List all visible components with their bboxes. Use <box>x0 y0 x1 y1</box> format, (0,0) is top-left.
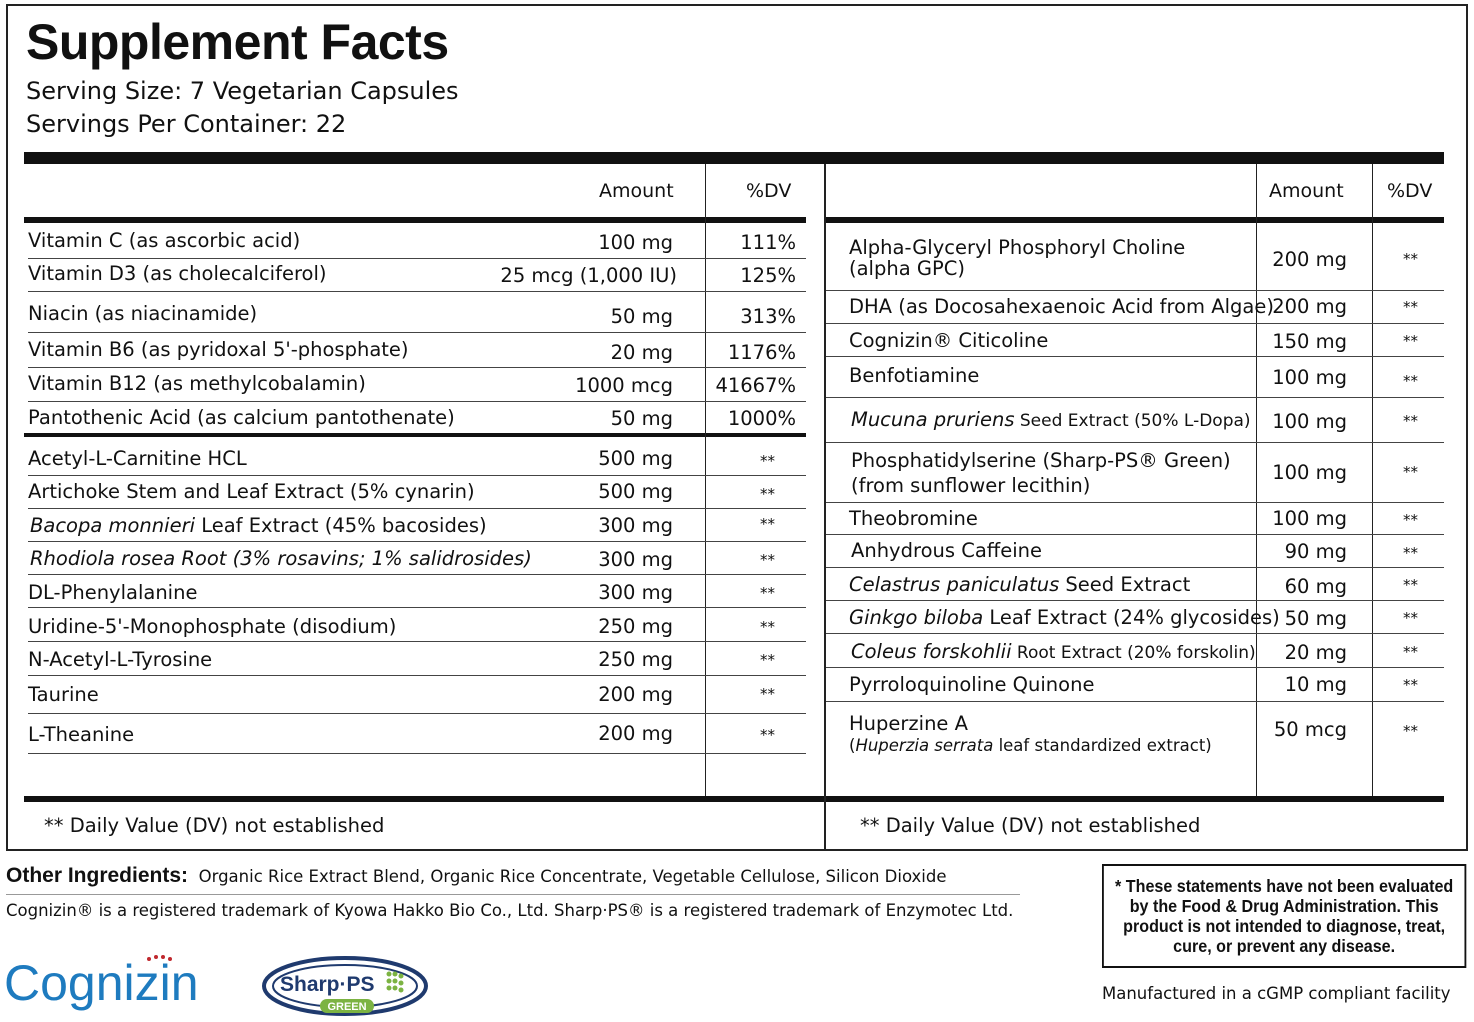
cognizin-logo-text: Cognizin <box>4 955 199 1011</box>
panel-title: Supplement Facts <box>26 14 449 70</box>
ingredient-dv: ** <box>1403 643 1418 661</box>
row-rule <box>826 290 1444 291</box>
ingredient-amount: 50 mg <box>1284 607 1347 630</box>
ingredient-dv: ** <box>760 551 775 569</box>
nutrient-amount: 1000 mcg <box>575 374 673 397</box>
ingredient-amount: 100 mg <box>1272 461 1347 484</box>
left-footnote: ** Daily Value (DV) not established <box>44 814 385 837</box>
ingredient-dv: ** <box>1403 463 1418 481</box>
ingredient-amount: 300 mg <box>598 581 673 604</box>
nutrient-amount: 20 mg <box>610 341 673 364</box>
sharp-ps-green-text: GREEN <box>327 1001 367 1013</box>
ingredient-dv: ** <box>760 618 775 636</box>
row-rule <box>28 291 806 292</box>
row-rule <box>28 574 806 575</box>
serving-size: Serving Size: 7 Vegetarian Capsules <box>26 77 459 105</box>
ingredient-name-rest: Leaf Extract (24% glycosides) <box>983 606 1280 629</box>
ingredient-amount: 250 mg <box>598 648 673 671</box>
nutrient-dv: 1000% <box>727 407 796 430</box>
right-dv-header: %DV <box>1387 180 1433 202</box>
ingredient-dv: ** <box>1403 372 1418 390</box>
ingredient-amount: 200 mg <box>1272 248 1347 271</box>
ingredient-name-italic: Ginkgo biloba <box>849 606 984 629</box>
ingredient-name: Taurine <box>28 683 99 706</box>
ingredient-amount: 250 mg <box>598 615 673 638</box>
ingredient-name: Pyrroloquinoline Quinone <box>849 673 1095 696</box>
ingredient-name: Theobromine <box>849 507 978 530</box>
ingredient-name: Huperzine A <box>849 712 968 735</box>
ingredient-amount: 10 mg <box>1284 673 1347 696</box>
ingredient-dv: ** <box>760 651 775 669</box>
nutrient-amount: 25 mcg (1,000 IU) <box>500 264 677 287</box>
row-rule <box>826 323 1444 324</box>
center-divider <box>824 164 826 850</box>
ingredient-name <box>851 408 1251 433</box>
row-rule <box>826 600 1444 601</box>
ingredient-name: N-Acetyl-L-Tyrosine <box>28 648 213 671</box>
ingredient-amount: 60 mg <box>1284 575 1347 598</box>
nutrient-name: Vitamin B6 (as pyridoxal 5'-phosphate) <box>28 338 409 361</box>
left-dv-header: %DV <box>746 180 792 202</box>
nutrient-amount: 50 mg <box>610 407 673 430</box>
nutrient-dv: 1176% <box>727 341 796 364</box>
ingredient-name: L-Theanine <box>28 723 135 746</box>
servings-per-container: Servings Per Container: 22 <box>26 110 347 138</box>
row-rule <box>28 401 806 402</box>
row-rule <box>826 534 1444 535</box>
nutrient-dv: 111% <box>740 231 796 254</box>
vitamin-divider-rule <box>24 433 806 437</box>
ingredient-name-rest: Seed Extract (50% L-Dopa) <box>1014 411 1251 431</box>
left-amount-header: Amount <box>599 180 674 202</box>
ingredient-name-line2 <box>849 734 1212 758</box>
ingredient-dv: ** <box>760 515 775 533</box>
nutrient-name: Niacin (as niacinamide) <box>28 302 258 325</box>
ingredient-amount: 300 mg <box>598 548 673 571</box>
ingredient-name <box>849 573 1190 597</box>
ingredient-name-rest: Seed Extract <box>1059 573 1191 596</box>
ingredient-name: Anhydrous Caffeine <box>851 539 1042 562</box>
ingredient-name-rest: Root Extract (20% forskolin) <box>1011 643 1256 663</box>
manufactured-statement: Manufactured in a cGMP compliant facility <box>1102 984 1451 1003</box>
other-ingredients-label: Other Ingredients: <box>6 864 189 887</box>
row-rule <box>28 508 806 509</box>
row-rule <box>28 607 806 608</box>
row-rule <box>826 633 1444 634</box>
ingredient-name-italic: Celastrus paniculatus <box>849 573 1060 596</box>
ingredient-dv: ** <box>1403 332 1418 350</box>
right-footnote: ** Daily Value (DV) not established <box>860 814 1201 837</box>
ingredient-amount: 100 mg <box>1272 366 1347 389</box>
row-rule <box>28 675 806 676</box>
ingredient-name: Cognizin® Citicoline <box>849 329 1049 352</box>
other-ingredients-rule <box>6 894 1020 895</box>
nutrient-amount: 100 mg <box>598 231 673 254</box>
right-header-rule <box>826 217 1444 223</box>
fda-disclaimer-box: * These statements have not been evaluated by the Food & Drug Administration. This product is not intended to diagnose, treat, cure, or prevent any disease. <box>1102 864 1466 968</box>
ingredient-name: Artichoke Stem and Leaf Extract (5% cynarin) <box>28 480 475 503</box>
ingredient-name: Acetyl-L-Carnitine HCL <box>28 447 247 470</box>
trademark-notice: Cognizin® is a registered trademark of Kyowa Hakko Bio Co., Ltd. Sharp·PS® is a registered trademark of Enzymotec Ltd. <box>6 901 1014 920</box>
ingredient-name: Uridine-5'-Monophosphate (disodium) <box>28 615 397 638</box>
ingredient-name <box>30 547 532 571</box>
row-rule <box>826 356 1444 357</box>
ingredient-name <box>30 514 487 538</box>
nutrient-name: Vitamin B12 (as methylcobalamin) <box>28 372 366 395</box>
ingredient-dv: ** <box>760 485 775 503</box>
row-rule <box>826 397 1444 398</box>
name-prefix: ( <box>849 736 856 755</box>
ingredient-name-italic: Huperzia serrata <box>855 736 994 755</box>
ingredient-name <box>849 606 1280 630</box>
ingredient-dv: ** <box>1403 676 1418 694</box>
sharp-ps-text: Sharp·PS <box>280 973 375 996</box>
nutrient-name: Vitamin C (as ascorbic acid) <box>28 229 301 252</box>
ingredient-name <box>851 640 1256 665</box>
ingredient-amount: 200 mg <box>1272 295 1347 318</box>
ingredient-amount: 90 mg <box>1284 540 1347 563</box>
row-rule <box>28 541 806 542</box>
right-amount-header: Amount <box>1269 180 1344 202</box>
ingredient-name-italic: Mucuna pruriens <box>851 408 1015 431</box>
row-rule <box>826 567 1444 568</box>
ingredient-dv: ** <box>760 452 775 470</box>
row-rule <box>826 442 1444 443</box>
ingredient-amount: 200 mg <box>598 683 673 706</box>
sharp-ps-logo <box>262 956 428 1018</box>
other-ingredients-text: Organic Rice Extract Blend, Organic Rice Concentrate, Vegetable Cellulose, Silicon Dioxide <box>198 867 947 886</box>
ingredient-name: Alpha-Glyceryl Phosphoryl Choline <box>849 236 1186 259</box>
top-thick-rule <box>24 152 1444 164</box>
ingredient-amount: 20 mg <box>1284 641 1347 664</box>
ingredient-amount: 50 mcg <box>1273 718 1347 741</box>
ingredient-name: Benfotiamine <box>849 364 980 387</box>
ingredient-dv: ** <box>1403 576 1418 594</box>
ingredient-name-rest: leaf standardized extract) <box>993 736 1212 755</box>
ingredient-name: DHA (as Docosahexaenoic Acid from Algae) <box>849 295 1274 318</box>
ingredient-amount: 200 mg <box>598 722 673 745</box>
ingredient-amount: 300 mg <box>598 514 673 537</box>
ingredient-amount: 500 mg <box>598 447 673 470</box>
ingredient-amount: 150 mg <box>1272 330 1347 353</box>
nutrient-name: Vitamin D3 (as cholecalciferol) <box>28 262 327 285</box>
row-rule <box>28 332 806 333</box>
ingredient-name-italic: Rhodiola rosea Root (3% rosavins; 1% salidrosides) <box>30 547 532 570</box>
ingredient-name-line2: (alpha GPC) <box>849 257 965 280</box>
row-rule <box>28 258 806 259</box>
ingredient-name: DL-Phenylalanine <box>28 581 198 604</box>
row-rule <box>826 701 1444 702</box>
ingredient-dv: ** <box>1403 298 1418 316</box>
row-rule <box>28 753 806 754</box>
row-rule <box>28 475 806 476</box>
ingredient-dv: ** <box>1403 722 1418 740</box>
ingredient-dv: ** <box>1403 412 1418 430</box>
ingredient-name: Phosphatidylserine (Sharp-PS® Green) <box>851 449 1231 472</box>
sharp-ps-dots <box>387 972 404 993</box>
ingredient-dv: ** <box>1403 544 1418 562</box>
ingredient-name-italic: Coleus forskohlii <box>851 640 1012 663</box>
nutrient-dv: 125% <box>740 264 796 287</box>
nutrient-amount: 50 mg <box>610 305 673 328</box>
left-header-rule <box>24 217 806 223</box>
ingredient-name-italic: Bacopa monnieri <box>30 514 195 537</box>
cognizin-logo <box>4 952 214 1012</box>
ingredient-dv: ** <box>1403 511 1418 529</box>
ingredient-dv: ** <box>1403 250 1418 268</box>
row-rule <box>28 367 806 368</box>
nutrient-name: Pantothenic Acid (as calcium pantothenate) <box>28 406 455 429</box>
ingredient-dv: ** <box>760 584 775 602</box>
ingredient-amount: 500 mg <box>598 480 673 503</box>
ingredient-dv: ** <box>1403 609 1418 627</box>
nutrient-dv: 313% <box>740 305 796 328</box>
other-ingredients <box>6 864 947 888</box>
ingredient-dv: ** <box>760 726 775 744</box>
ingredient-amount: 100 mg <box>1272 507 1347 530</box>
row-rule <box>28 713 806 714</box>
ingredient-amount: 100 mg <box>1272 410 1347 433</box>
ingredient-dv: ** <box>760 685 775 703</box>
ingredient-name-rest: Leaf Extract (45% bacosides) <box>195 514 487 537</box>
bottom-thick-rule <box>24 796 1444 802</box>
row-rule <box>28 641 806 642</box>
nutrient-dv: 41667% <box>715 374 796 397</box>
ingredient-name-line2: (from sunflower lecithin) <box>851 474 1091 497</box>
row-rule <box>826 667 1444 668</box>
row-rule <box>826 502 1444 503</box>
